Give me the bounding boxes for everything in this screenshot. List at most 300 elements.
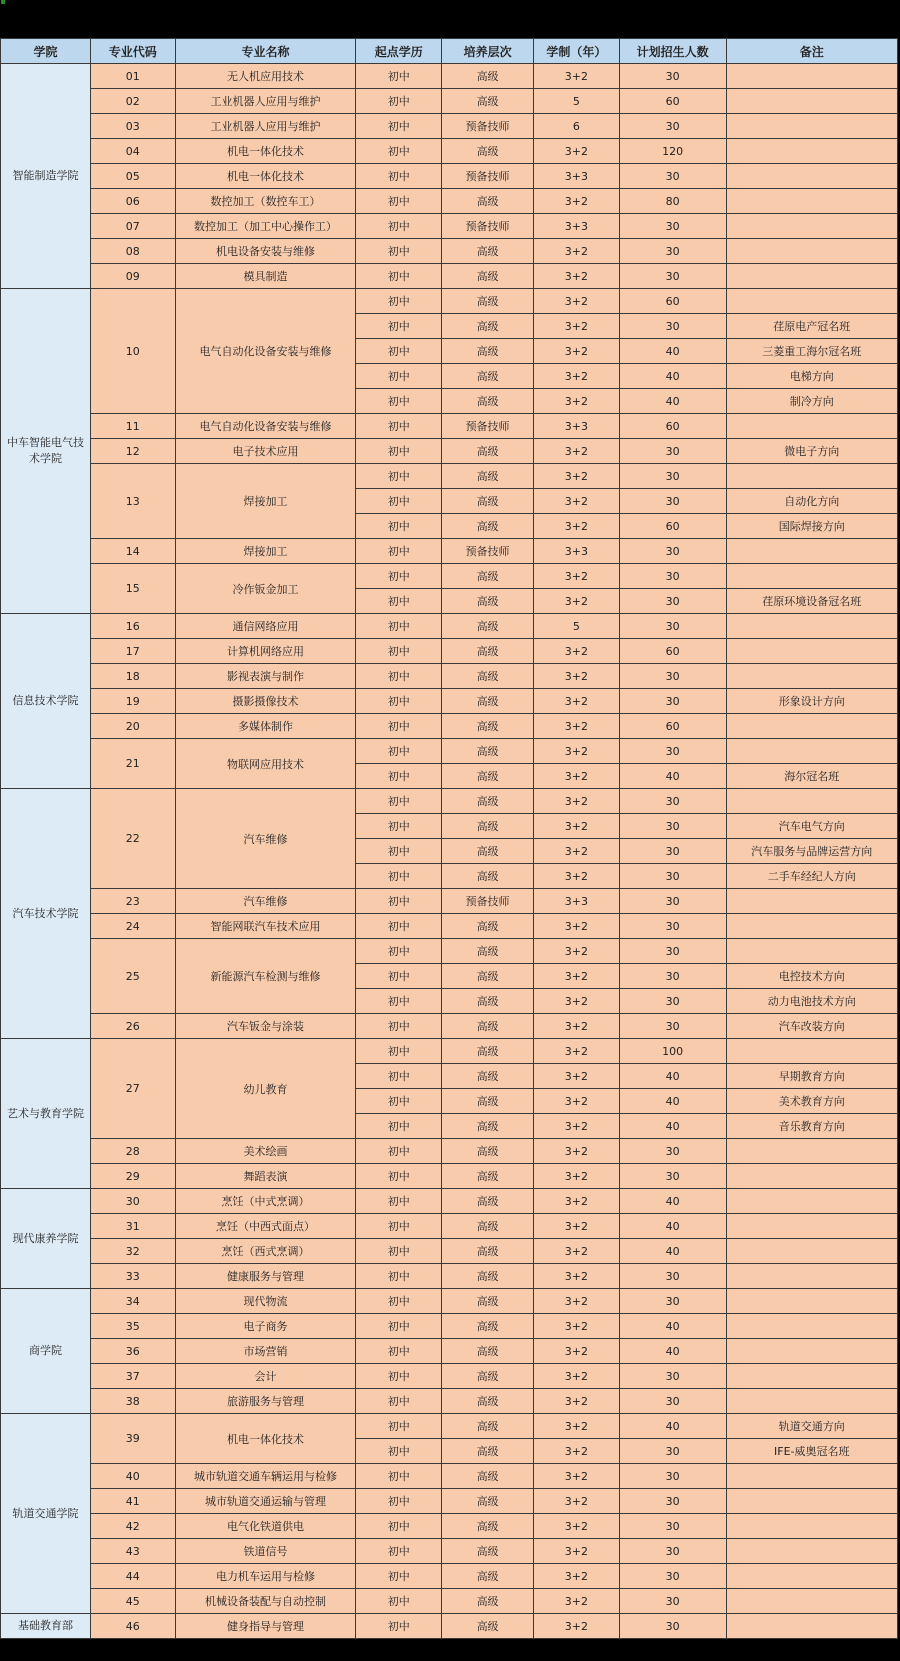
notes-cell (726, 1539, 897, 1564)
start-education-cell: 初中 (356, 714, 442, 739)
planned-count-cell: 30 (619, 489, 726, 514)
table-row (1, 1539, 898, 1564)
planned-count-cell: 30 (619, 839, 726, 864)
start-education-cell: 初中 (356, 289, 442, 314)
duration-cell: 3+2 (534, 1414, 620, 1439)
major-name-cell: 新能源汽车检测与维修 (175, 939, 356, 1014)
training-level-cell: 高级 (442, 664, 534, 689)
duration-cell: 3+2 (534, 1314, 620, 1339)
training-level-cell: 高级 (442, 1239, 534, 1264)
start-education-cell: 初中 (356, 1239, 442, 1264)
training-level-cell: 高级 (442, 364, 534, 389)
major-code-cell: 36 (90, 1339, 175, 1364)
duration-cell: 3+2 (534, 914, 620, 939)
table-row (1, 164, 898, 189)
notes-cell (726, 1339, 897, 1364)
major-code-cell: 11 (90, 414, 175, 439)
major-code-cell: 03 (90, 114, 175, 139)
start-education-cell: 初中 (356, 639, 442, 664)
major-name-cell: 通信网络应用 (175, 614, 356, 639)
planned-count-cell: 40 (619, 1214, 726, 1239)
notes-cell (726, 889, 897, 914)
planned-count-cell: 30 (619, 689, 726, 714)
table-row (1, 64, 898, 89)
planned-count-cell: 30 (619, 164, 726, 189)
header-duration: 学制（年） (534, 39, 620, 64)
notes-cell (726, 539, 897, 564)
table-row (1, 139, 898, 164)
table-row (1, 439, 898, 464)
major-name-cell: 健康服务与管理 (175, 1264, 356, 1289)
notes-cell: 形象设计方向 (726, 689, 897, 714)
major-name-cell: 汽车维修 (175, 889, 356, 914)
notes-cell: IFE-威奥冠名班 (726, 1439, 897, 1464)
notes-cell (726, 1164, 897, 1189)
major-code-cell: 29 (90, 1164, 175, 1189)
table-row (1, 214, 898, 239)
start-education-cell: 初中 (356, 1514, 442, 1539)
start-education-cell: 初中 (356, 989, 442, 1014)
planned-count-cell: 30 (619, 239, 726, 264)
header-start-education: 起点学历 (356, 39, 442, 64)
duration-cell: 3+2 (534, 639, 620, 664)
table-row (1, 1139, 898, 1164)
duration-cell: 3+2 (534, 514, 620, 539)
duration-cell: 3+2 (534, 1339, 620, 1364)
major-name-cell: 旅游服务与管理 (175, 1389, 356, 1414)
major-name-cell: 舞蹈表演 (175, 1164, 356, 1189)
table-row (1, 239, 898, 264)
planned-count-cell: 30 (619, 1439, 726, 1464)
start-education-cell: 初中 (356, 1389, 442, 1414)
notes-cell (726, 114, 897, 139)
planned-count-cell: 30 (619, 439, 726, 464)
notes-cell (726, 639, 897, 664)
duration-cell: 3+2 (534, 989, 620, 1014)
duration-cell: 3+2 (534, 1589, 620, 1614)
planned-count-cell: 30 (619, 1464, 726, 1489)
major-name-cell: 城市轨道交通车辆运用与检修 (175, 1464, 356, 1489)
major-code-cell: 07 (90, 214, 175, 239)
training-level-cell: 高级 (442, 764, 534, 789)
start-education-cell: 初中 (356, 1164, 442, 1189)
duration-cell: 3+3 (534, 889, 620, 914)
planned-count-cell: 30 (619, 1139, 726, 1164)
training-level-cell: 高级 (442, 1164, 534, 1189)
planned-count-cell: 30 (619, 1389, 726, 1414)
training-level-cell: 高级 (442, 1264, 534, 1289)
major-name-cell: 数控加工（加工中心操作工） (175, 214, 356, 239)
notes-cell (726, 139, 897, 164)
notes-cell: 轨道交通方向 (726, 1414, 897, 1439)
table-row (1, 189, 898, 214)
start-education-cell: 初中 (356, 314, 442, 339)
training-level-cell: 预备技师 (442, 164, 534, 189)
major-name-cell: 多媒体制作 (175, 714, 356, 739)
duration-cell: 3+2 (534, 1039, 620, 1064)
planned-count-cell: 30 (619, 939, 726, 964)
major-name-cell: 冷作钣金加工 (175, 564, 356, 614)
start-education-cell: 初中 (356, 1014, 442, 1039)
major-code-cell: 31 (90, 1214, 175, 1239)
notes-cell (726, 1289, 897, 1314)
start-education-cell: 初中 (356, 764, 442, 789)
planned-count-cell: 120 (619, 139, 726, 164)
training-level-cell: 高级 (442, 1489, 534, 1514)
training-level-cell: 高级 (442, 339, 534, 364)
college-cell: 中车智能电气技术学院 (1, 289, 91, 614)
notes-cell (726, 1364, 897, 1389)
start-education-cell: 初中 (356, 1314, 442, 1339)
training-level-cell: 高级 (442, 1139, 534, 1164)
start-education-cell: 初中 (356, 364, 442, 389)
planned-count-cell: 40 (619, 1189, 726, 1214)
start-education-cell: 初中 (356, 489, 442, 514)
table-row (1, 689, 898, 714)
training-level-cell: 高级 (442, 789, 534, 814)
major-code-cell: 23 (90, 889, 175, 914)
major-code-cell: 18 (90, 664, 175, 689)
planned-count-cell: 40 (619, 364, 726, 389)
training-level-cell: 高级 (442, 514, 534, 539)
major-name-cell: 焊接加工 (175, 464, 356, 539)
major-code-cell: 22 (90, 789, 175, 889)
major-name-cell: 现代物流 (175, 1289, 356, 1314)
start-education-cell: 初中 (356, 814, 442, 839)
major-name-cell: 市场营销 (175, 1339, 356, 1364)
enrollment-plan-table-wrapper (0, 38, 900, 1639)
duration-cell: 3+2 (534, 1064, 620, 1089)
major-name-cell: 汽车维修 (175, 789, 356, 889)
major-name-cell: 工业机器人应用与维护 (175, 89, 356, 114)
major-name-cell: 电力机车运用与检修 (175, 1564, 356, 1589)
duration-cell: 3+3 (534, 164, 620, 189)
table-row (1, 614, 898, 639)
major-name-cell: 烹饪（中西式面点） (175, 1214, 356, 1239)
start-education-cell: 初中 (356, 589, 442, 614)
planned-count-cell: 40 (619, 1414, 726, 1439)
duration-cell: 3+2 (534, 339, 620, 364)
table-row (1, 1364, 898, 1389)
planned-count-cell: 80 (619, 189, 726, 214)
planned-count-cell: 30 (619, 1364, 726, 1389)
start-education-cell: 初中 (356, 1539, 442, 1564)
planned-count-cell: 30 (619, 1164, 726, 1189)
major-code-cell: 17 (90, 639, 175, 664)
start-education-cell: 初中 (356, 1489, 442, 1514)
duration-cell: 3+2 (534, 1014, 620, 1039)
start-education-cell: 初中 (356, 789, 442, 814)
training-level-cell: 高级 (442, 1014, 534, 1039)
notes-cell: 荏原电产冠名班 (726, 314, 897, 339)
training-level-cell: 高级 (442, 1364, 534, 1389)
major-name-cell: 电气化铁道供电 (175, 1514, 356, 1539)
planned-count-cell: 100 (619, 1039, 726, 1064)
training-level-cell: 高级 (442, 1389, 534, 1414)
major-code-cell: 19 (90, 689, 175, 714)
training-level-cell: 高级 (442, 1614, 534, 1639)
planned-count-cell: 30 (619, 64, 726, 89)
major-code-cell: 25 (90, 939, 175, 1014)
major-name-cell: 烹饪（西式烹调） (175, 1239, 356, 1264)
notes-cell (726, 89, 897, 114)
major-code-cell: 12 (90, 439, 175, 464)
planned-count-cell: 30 (619, 1564, 726, 1589)
start-education-cell: 初中 (356, 664, 442, 689)
notes-cell (726, 239, 897, 264)
table-row (1, 639, 898, 664)
notes-cell: 汽车服务与品牌运营方向 (726, 839, 897, 864)
duration-cell: 3+2 (534, 739, 620, 764)
training-level-cell: 高级 (442, 989, 534, 1014)
notes-cell (726, 1514, 897, 1539)
enrollment-plan-table (0, 38, 898, 1639)
notes-cell: 美术教育方向 (726, 1089, 897, 1114)
training-level-cell: 高级 (442, 714, 534, 739)
notes-cell (726, 1464, 897, 1489)
duration-cell: 3+2 (534, 1514, 620, 1539)
college-cell: 基础教育部 (1, 1614, 91, 1639)
notes-cell (726, 1314, 897, 1339)
table-row (1, 939, 898, 964)
duration-cell: 3+2 (534, 1239, 620, 1264)
planned-count-cell: 60 (619, 289, 726, 314)
duration-cell: 3+2 (534, 64, 620, 89)
planned-count-cell: 30 (619, 664, 726, 689)
major-code-cell: 44 (90, 1564, 175, 1589)
notes-cell (726, 564, 897, 589)
planned-count-cell: 60 (619, 714, 726, 739)
corner-marker (1, 0, 5, 4)
notes-cell (726, 189, 897, 214)
start-education-cell: 初中 (356, 1139, 442, 1164)
duration-cell: 3+3 (534, 414, 620, 439)
major-code-cell: 21 (90, 739, 175, 789)
college-cell: 商学院 (1, 1289, 91, 1414)
table-row (1, 914, 898, 939)
table-row (1, 1014, 898, 1039)
planned-count-cell: 40 (619, 1314, 726, 1339)
training-level-cell: 高级 (442, 1089, 534, 1114)
major-code-cell: 24 (90, 914, 175, 939)
start-education-cell: 初中 (356, 689, 442, 714)
duration-cell: 3+2 (534, 1364, 620, 1389)
table-row (1, 1214, 898, 1239)
duration-cell: 3+2 (534, 964, 620, 989)
major-name-cell: 物联网应用技术 (175, 739, 356, 789)
major-code-cell: 33 (90, 1264, 175, 1289)
start-education-cell: 初中 (356, 1289, 442, 1314)
training-level-cell: 高级 (442, 1039, 534, 1064)
planned-count-cell: 30 (619, 739, 726, 764)
duration-cell: 3+2 (534, 1289, 620, 1314)
start-education-cell: 初中 (356, 1414, 442, 1439)
planned-count-cell: 30 (619, 114, 726, 139)
major-name-cell: 机电设备安装与维修 (175, 239, 356, 264)
start-education-cell: 初中 (356, 389, 442, 414)
planned-count-cell: 30 (619, 814, 726, 839)
duration-cell: 3+2 (534, 814, 620, 839)
table-row (1, 1389, 898, 1414)
start-education-cell: 初中 (356, 564, 442, 589)
start-education-cell: 初中 (356, 839, 442, 864)
duration-cell: 3+2 (534, 1439, 620, 1464)
training-level-cell: 高级 (442, 89, 534, 114)
duration-cell: 3+2 (534, 239, 620, 264)
major-code-cell: 42 (90, 1514, 175, 1539)
duration-cell: 3+2 (534, 1564, 620, 1589)
major-name-cell: 模具制造 (175, 264, 356, 289)
planned-count-cell: 40 (619, 1114, 726, 1139)
training-level-cell: 高级 (442, 489, 534, 514)
duration-cell: 3+2 (534, 364, 620, 389)
table-row (1, 1514, 898, 1539)
training-level-cell: 高级 (442, 589, 534, 614)
major-name-cell: 计算机网络应用 (175, 639, 356, 664)
notes-cell: 微电子方向 (726, 439, 897, 464)
major-code-cell: 08 (90, 239, 175, 264)
notes-cell (726, 464, 897, 489)
duration-cell: 3+2 (534, 689, 620, 714)
major-name-cell: 铁道信号 (175, 1539, 356, 1564)
start-education-cell: 初中 (356, 1589, 442, 1614)
table-row (1, 114, 898, 139)
training-level-cell: 高级 (442, 1414, 534, 1439)
header-major-code: 专业代码 (90, 39, 175, 64)
major-code-cell: 16 (90, 614, 175, 639)
start-education-cell: 初中 (356, 1089, 442, 1114)
duration-cell: 3+2 (534, 139, 620, 164)
major-code-cell: 35 (90, 1314, 175, 1339)
table-body (1, 64, 898, 1639)
planned-count-cell: 40 (619, 1064, 726, 1089)
training-level-cell: 预备技师 (442, 214, 534, 239)
notes-cell: 早期教育方向 (726, 1064, 897, 1089)
start-education-cell: 初中 (356, 89, 442, 114)
duration-cell: 6 (534, 114, 620, 139)
notes-cell (726, 939, 897, 964)
notes-cell: 荏原环境设备冠名班 (726, 589, 897, 614)
training-level-cell: 高级 (442, 1439, 534, 1464)
table-row (1, 1264, 898, 1289)
notes-cell (726, 1389, 897, 1414)
header-training-level: 培养层次 (442, 39, 534, 64)
major-code-cell: 14 (90, 539, 175, 564)
notes-cell (726, 1614, 897, 1639)
planned-count-cell: 30 (619, 864, 726, 889)
notes-cell (726, 914, 897, 939)
start-education-cell: 初中 (356, 164, 442, 189)
planned-count-cell: 30 (619, 614, 726, 639)
duration-cell: 3+2 (534, 1489, 620, 1514)
notes-cell (726, 1189, 897, 1214)
start-education-cell: 初中 (356, 514, 442, 539)
major-code-cell: 32 (90, 1239, 175, 1264)
training-level-cell: 高级 (442, 614, 534, 639)
duration-cell: 3+2 (534, 314, 620, 339)
planned-count-cell: 30 (619, 539, 726, 564)
planned-count-cell: 30 (619, 964, 726, 989)
start-education-cell: 初中 (356, 189, 442, 214)
table-row (1, 1414, 898, 1439)
planned-count-cell: 30 (619, 214, 726, 239)
training-level-cell: 高级 (442, 314, 534, 339)
header-planned-count: 计划招生人数 (619, 39, 726, 64)
notes-cell (726, 614, 897, 639)
college-cell: 智能制造学院 (1, 64, 91, 289)
table-row (1, 264, 898, 289)
major-code-cell: 10 (90, 289, 175, 414)
start-education-cell: 初中 (356, 1189, 442, 1214)
planned-count-cell: 30 (619, 1264, 726, 1289)
notes-cell: 汽车改装方向 (726, 1014, 897, 1039)
college-cell: 信息技术学院 (1, 614, 91, 789)
start-education-cell: 初中 (356, 739, 442, 764)
training-level-cell: 高级 (442, 1589, 534, 1614)
table-row (1, 1464, 898, 1489)
college-cell: 轨道交通学院 (1, 1414, 91, 1614)
start-education-cell: 初中 (356, 1439, 442, 1464)
notes-cell (726, 789, 897, 814)
duration-cell: 3+2 (534, 264, 620, 289)
training-level-cell: 高级 (442, 439, 534, 464)
table-row (1, 1039, 898, 1064)
duration-cell: 3+2 (534, 664, 620, 689)
start-education-cell: 初中 (356, 914, 442, 939)
training-level-cell: 高级 (442, 1114, 534, 1139)
major-code-cell: 05 (90, 164, 175, 189)
notes-cell: 国际焊接方向 (726, 514, 897, 539)
major-name-cell: 城市轨道交通运输与管理 (175, 1489, 356, 1514)
notes-cell: 音乐教育方向 (726, 1114, 897, 1139)
major-name-cell: 会计 (175, 1364, 356, 1389)
notes-cell (726, 64, 897, 89)
notes-cell (726, 164, 897, 189)
table-row (1, 1339, 898, 1364)
start-education-cell: 初中 (356, 239, 442, 264)
major-code-cell: 15 (90, 564, 175, 614)
duration-cell: 5 (534, 614, 620, 639)
training-level-cell: 高级 (442, 239, 534, 264)
major-code-cell: 40 (90, 1464, 175, 1489)
training-level-cell: 高级 (442, 1064, 534, 1089)
start-education-cell: 初中 (356, 139, 442, 164)
duration-cell: 3+2 (534, 1164, 620, 1189)
planned-count-cell: 40 (619, 1239, 726, 1264)
duration-cell: 3+3 (534, 214, 620, 239)
table-row (1, 1164, 898, 1189)
table-row (1, 539, 898, 564)
planned-count-cell: 30 (619, 564, 726, 589)
duration-cell: 3+2 (534, 1464, 620, 1489)
start-education-cell: 初中 (356, 264, 442, 289)
duration-cell: 3+2 (534, 389, 620, 414)
planned-count-cell: 30 (619, 1514, 726, 1539)
duration-cell: 3+2 (534, 1264, 620, 1289)
major-name-cell: 焊接加工 (175, 539, 356, 564)
notes-cell (726, 1214, 897, 1239)
training-level-cell: 预备技师 (442, 114, 534, 139)
notes-cell (726, 289, 897, 314)
start-education-cell: 初中 (356, 614, 442, 639)
training-level-cell: 高级 (442, 639, 534, 664)
start-education-cell: 初中 (356, 1564, 442, 1589)
planned-count-cell: 30 (619, 589, 726, 614)
major-name-cell: 烹饪（中式烹调） (175, 1189, 356, 1214)
major-code-cell: 39 (90, 1414, 175, 1464)
major-code-cell: 09 (90, 264, 175, 289)
table-row (1, 1189, 898, 1214)
